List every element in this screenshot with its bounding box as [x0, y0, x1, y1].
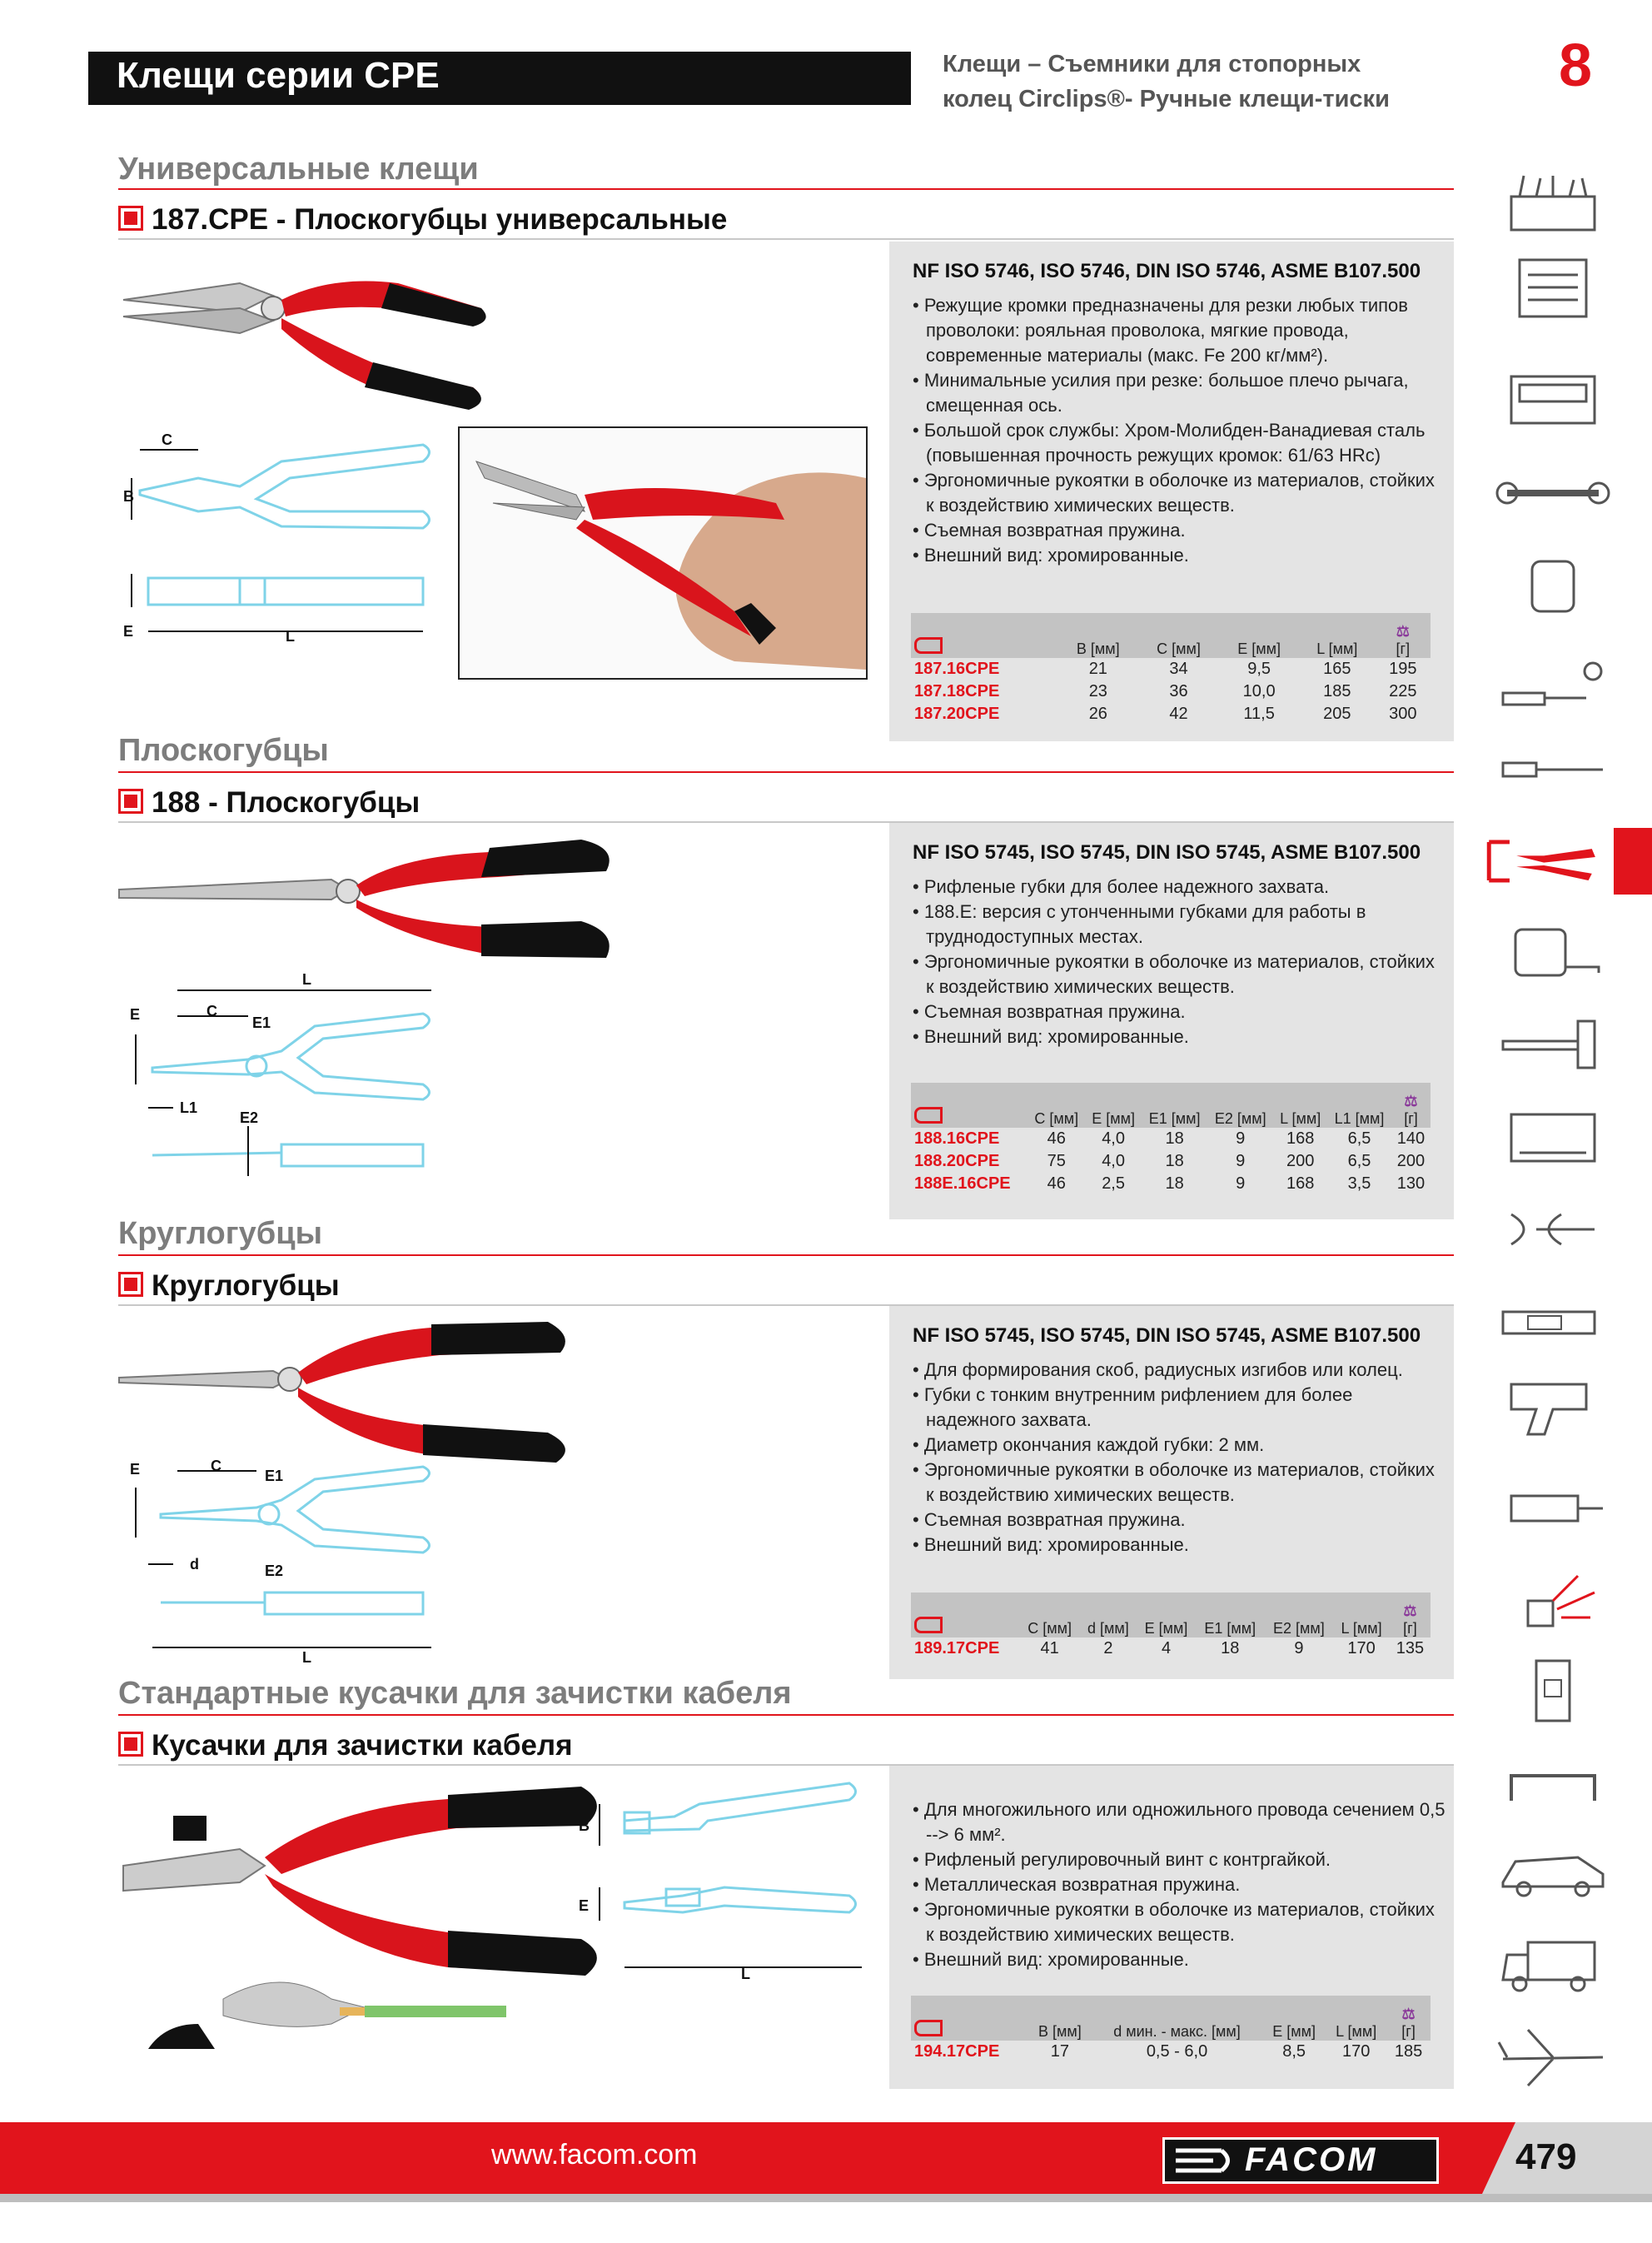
- feature-item: • Внешний вид: хромированные.: [913, 543, 1446, 568]
- dim-label-l: L: [286, 628, 295, 645]
- dimension-drawing-189: [115, 1454, 448, 1671]
- cell: 4,0: [1102, 1152, 1125, 1170]
- cell: 2: [1103, 1639, 1113, 1657]
- dim-label-e: E: [130, 1461, 141, 1478]
- table-header-row: [911, 613, 1431, 658]
- header-subtitle-line2: колец Circlips®- Ручные клещи-тиски: [943, 86, 1390, 112]
- wrench-icon[interactable]: [1490, 460, 1615, 526]
- feature-item: • Металлическая возвратная пружина.: [913, 1872, 1446, 1897]
- col-header: E [мм]: [1219, 613, 1299, 658]
- cell: 11,5: [1243, 705, 1275, 723]
- cell: 46: [1047, 1129, 1066, 1148]
- col-header: L [мм]: [1333, 1593, 1390, 1637]
- feature-item: • Эргономичные рукоятки в оболочке из материалов, стойких к воздействию химических веществ.: [913, 1458, 1446, 1508]
- col-header-weight: ⚖ [г]: [1386, 1996, 1431, 2041]
- cell: 42: [1169, 705, 1188, 723]
- spec-panel-188: [889, 823, 1454, 1219]
- dim-label-c: C: [162, 431, 172, 448]
- table-row: [911, 1150, 1431, 1173]
- dimension-drawing-187: [115, 428, 448, 645]
- col-header: C [мм]: [1138, 613, 1219, 658]
- cell: 23: [1088, 682, 1107, 700]
- product-title-text: Круглогубцы: [152, 1269, 340, 1302]
- feature-item: • Минимальные усилия при резке: большое плечо рычага, смещенная ось.: [913, 368, 1446, 418]
- hammer-icon[interactable]: [1490, 1011, 1615, 1078]
- hacksaw-icon[interactable]: [1490, 1104, 1615, 1171]
- cell: 46: [1047, 1174, 1066, 1193]
- table-header-row: [911, 1083, 1431, 1128]
- tape-measure-icon[interactable]: [1490, 920, 1615, 986]
- tester-icon[interactable]: [1490, 1289, 1615, 1356]
- feature-item: • Рифленый регулировочный винт с контргайкой.: [913, 1847, 1446, 1872]
- cell: 130: [1396, 1174, 1426, 1193]
- col-header: d мин. - макс. [мм]: [1092, 1996, 1262, 2041]
- cell: 185: [1394, 2042, 1423, 2061]
- standard-text: NF ISO 5745, ISO 5745, DIN ISO 5745, ASME B107.500: [913, 1324, 1421, 1347]
- feature-item: • Внешний вид: хромированные.: [913, 1533, 1446, 1558]
- dim-label-e2: E2: [265, 1563, 284, 1579]
- section-title-universal: Универсальные клещи: [118, 152, 479, 187]
- feature-item: • Внешний вид: хромированные.: [913, 1024, 1446, 1049]
- dimension-drawing-194: [575, 1771, 874, 1996]
- feature-item: • Эргономичные рукоятки в оболочке из материалов, стойких к воздействию химических веществ.: [913, 468, 1446, 518]
- table-row: [911, 1637, 1431, 1660]
- cell: 300: [1389, 705, 1417, 723]
- cell: 8,5: [1282, 2042, 1306, 2061]
- col-header: E2 [мм]: [1265, 1593, 1334, 1637]
- ref-cell: 187.16CPE: [914, 660, 1000, 678]
- standard-text: NF ISO 5746, ISO 5746, DIN ISO 5746, ASME B107.500: [913, 260, 1421, 282]
- feature-item: • Большой срок службы: Хром-Молибден-Ванадиевая сталь (повышенная прочность режущих кромок: 61/63 HRc): [913, 418, 1446, 468]
- footer-url[interactable]: www.facom.com: [491, 2139, 698, 2171]
- cell: 168: [1286, 1129, 1315, 1148]
- product-title-188: [118, 786, 420, 820]
- ref-cell: 188.20CPE: [914, 1152, 1000, 1170]
- dim-label-l: L: [302, 1649, 311, 1666]
- car-icon[interactable]: [1490, 1839, 1615, 1906]
- dim-label-d: d: [190, 1556, 199, 1573]
- active-tab-marker: [1614, 828, 1652, 895]
- bullet-square-icon: [118, 789, 143, 814]
- spec-table-188: [911, 1083, 1431, 1195]
- socket-icon[interactable]: [1490, 553, 1615, 620]
- subsection-divider: [118, 238, 1454, 240]
- feature-list: [913, 875, 1446, 1049]
- dim-label-e1: E1: [265, 1468, 284, 1484]
- table-row: [911, 680, 1431, 703]
- dim-label-c: C: [211, 1458, 221, 1474]
- product-photo-187: [115, 250, 498, 416]
- col-header: C [мм]: [1028, 1083, 1085, 1128]
- feature-list: [913, 293, 1446, 568]
- col-header: E [мм]: [1137, 1593, 1196, 1637]
- header-subtitle: [943, 47, 1390, 117]
- cell: 135: [1396, 1639, 1425, 1657]
- col-header: L [мм]: [1299, 613, 1376, 658]
- dim-label-e: E: [130, 1006, 141, 1023]
- feature-item: • Для многожильного или одножильного провода сечением 0,5 --> 6 мм².: [913, 1797, 1446, 1847]
- cell: 168: [1286, 1174, 1315, 1193]
- cell: 26: [1088, 705, 1107, 723]
- cell: 3,5: [1347, 1174, 1371, 1193]
- weight-icon: ⚖: [1404, 1093, 1418, 1109]
- feature-item: • Эргономичные рукоятки в оболочке из материалов, стойких к воздействию химических веществ.: [913, 1897, 1446, 1947]
- facom-logo-mark-icon: [1172, 2142, 1238, 2179]
- safety-icon[interactable]: [1490, 1566, 1615, 1632]
- product-title-text: 188 - Плоскогубцы: [152, 786, 420, 819]
- cell: 195: [1389, 660, 1417, 678]
- ref-cell: 187.18CPE: [914, 682, 1000, 700]
- spec-panel-194: [889, 1766, 1454, 2089]
- col-ref-icon: [911, 613, 1058, 658]
- product-photo-188: [115, 831, 623, 973]
- cell: 21: [1088, 660, 1107, 678]
- col-header: L1 [мм]: [1327, 1083, 1391, 1128]
- cell: 170: [1347, 1639, 1376, 1657]
- dim-label-l1: L1: [180, 1099, 198, 1116]
- col-header: B [мм]: [1028, 1996, 1092, 2041]
- ref-cell: 189.17CPE: [914, 1639, 1000, 1657]
- cell: 41: [1040, 1639, 1059, 1657]
- cell: 0,5 - 6,0: [1146, 2042, 1208, 2061]
- product-photo-189: [115, 1318, 581, 1468]
- standard-text: NF ISO 5745, ISO 5745, DIN ISO 5745, ASME B107.500: [913, 841, 1421, 864]
- section-divider: [118, 771, 1454, 773]
- truck-icon[interactable]: [1490, 1932, 1615, 1999]
- spec-table-189: [911, 1593, 1431, 1660]
- product-title-text: Кусачки для зачистки кабеля: [152, 1729, 573, 1762]
- cell: 75: [1047, 1152, 1066, 1170]
- cell: 36: [1169, 682, 1188, 700]
- tool-drawer-icon[interactable]: [1490, 366, 1615, 433]
- table-row: [911, 2041, 1431, 2063]
- spec-table-194: [911, 1996, 1431, 2063]
- col-header: E1 [мм]: [1142, 1083, 1207, 1128]
- feature-item: • Для формирования скоб, радиусных изгибов или колец.: [913, 1358, 1446, 1383]
- screwdriver-icon[interactable]: [1490, 736, 1615, 803]
- spec-panel-187: [889, 242, 1454, 741]
- cell: 200: [1286, 1152, 1315, 1170]
- product-title-189: [118, 1269, 340, 1303]
- handle-icon[interactable]: [1490, 1749, 1615, 1816]
- toolbox-icon[interactable]: [1490, 170, 1615, 237]
- col-ref-icon: [911, 1996, 1028, 2041]
- dimension-drawing-188: [115, 968, 448, 1184]
- table-row: [911, 658, 1431, 680]
- cell: 18: [1165, 1152, 1184, 1170]
- dim-label-e: E: [579, 1897, 590, 1914]
- col-header: L [мм]: [1326, 1996, 1386, 2041]
- section-title-stripper: Стандартные кусачки для зачистки кабеля: [118, 1676, 792, 1711]
- ref-cell: 187.20CPE: [914, 705, 1000, 723]
- cell: 200: [1396, 1152, 1426, 1170]
- col-header-weight: ⚖ [г]: [1376, 613, 1431, 658]
- section-title-round: Круглогубцы: [118, 1216, 323, 1251]
- table-row: [911, 1128, 1431, 1150]
- airplane-icon[interactable]: [1490, 2024, 1615, 2091]
- cell: 205: [1323, 705, 1351, 723]
- dim-label-b: B: [579, 1817, 590, 1834]
- feature-item: • Съемная возвратная пружина.: [913, 999, 1446, 1024]
- cell: 9: [1294, 1639, 1304, 1657]
- bullet-square-icon: [118, 206, 143, 231]
- facom-logo-text: FACOM: [1245, 2141, 1378, 2178]
- cell: 165: [1323, 660, 1351, 678]
- feature-item: • Съемная возвратная пружина.: [913, 1508, 1446, 1533]
- col-ref-icon: [911, 1083, 1028, 1128]
- col-header-weight: ⚖ [г]: [1391, 1083, 1431, 1128]
- feature-item: • Рифленые губки для более надежного захвата.: [913, 875, 1446, 900]
- impact-wrench-icon[interactable]: [1490, 1374, 1615, 1441]
- dim-label-e2: E2: [240, 1109, 259, 1126]
- ref-cell: 188E.16CPE: [914, 1174, 1011, 1193]
- weight-icon: ⚖: [1401, 2006, 1416, 2022]
- col-header: E1 [мм]: [1196, 1593, 1265, 1637]
- product-title-194: [118, 1729, 573, 1762]
- dim-label-l: L: [302, 971, 311, 988]
- tool-cabinet-icon[interactable]: [1490, 257, 1615, 323]
- cell: 225: [1389, 682, 1417, 700]
- feature-item: • Эргономичные рукоятки в оболочке из материалов, стойких к воздействию химических веществ.: [913, 950, 1446, 999]
- cell: 170: [1342, 2042, 1371, 2061]
- pliers-icon[interactable]: [1465, 828, 1615, 895]
- weight-icon: ⚖: [1396, 623, 1410, 640]
- section-divider: [118, 1714, 1454, 1716]
- cell: 10,0: [1242, 682, 1276, 700]
- page-title: Клещи серии CPE: [117, 55, 440, 96]
- feature-list: [913, 1797, 1446, 1972]
- spec-panel-189: [889, 1306, 1454, 1679]
- col-header: E [мм]: [1085, 1083, 1142, 1128]
- cell: 18: [1221, 1639, 1240, 1657]
- circuit-breaker-icon[interactable]: [1490, 1657, 1615, 1724]
- cell: 4,0: [1102, 1129, 1125, 1148]
- feature-item: • Внешний вид: хромированные.: [913, 1947, 1446, 1972]
- feature-item: • Съемная возвратная пружина.: [913, 518, 1446, 543]
- facom-logo: [1162, 2137, 1439, 2184]
- dim-label-c: C: [206, 1003, 217, 1019]
- cell: 9: [1236, 1152, 1246, 1170]
- table-row: [911, 1173, 1431, 1195]
- feature-item: • 188.E: версия с утонченными губками для работы в труднодоступных местах.: [913, 900, 1446, 950]
- cell: 2,5: [1102, 1174, 1125, 1193]
- dim-label-e: E: [123, 623, 134, 640]
- feature-item: • Режущие кромки предназначены для резки любых типов проволоки: рояльная проволока, мягкие провода, современные материалы (макс. Fe 200 кг/мм²).: [913, 293, 1446, 368]
- cell: 6,5: [1347, 1152, 1371, 1170]
- ref-cell: 188.16CPE: [914, 1129, 1000, 1148]
- cell: 18: [1165, 1174, 1184, 1193]
- section-divider: [118, 1254, 1454, 1256]
- page-number: 479: [1515, 2136, 1577, 2177]
- col-header: L [мм]: [1273, 1083, 1327, 1128]
- col-header: B [мм]: [1058, 613, 1138, 658]
- col-header: d [мм]: [1080, 1593, 1137, 1637]
- feature-item: • Губки с тонким внутренним рифлением для более надежного захвата.: [913, 1383, 1446, 1433]
- chapter-number: 8: [1559, 32, 1593, 99]
- weight-icon: ⚖: [1403, 1602, 1417, 1619]
- puller-icon[interactable]: [1490, 1196, 1615, 1263]
- col-header: E2 [мм]: [1207, 1083, 1273, 1128]
- cell: 140: [1396, 1129, 1426, 1148]
- dim-label-e1: E1: [252, 1014, 271, 1031]
- dim-label-l: L: [741, 1966, 750, 1982]
- cell: 6,5: [1347, 1129, 1371, 1148]
- feature-list: [913, 1358, 1446, 1558]
- cell: 9,5: [1247, 660, 1271, 678]
- bullet-square-icon: [118, 1732, 143, 1757]
- ratchet-icon[interactable]: [1490, 653, 1615, 720]
- spec-table-187: [911, 613, 1431, 725]
- section-title-flat: Плоскогубцы: [118, 733, 329, 768]
- cell: 9: [1236, 1174, 1246, 1193]
- cell: 17: [1050, 2042, 1070, 2061]
- product-title-text: 187.CPE - Плоскогубцы универсальные: [152, 203, 728, 236]
- bullet-square-icon: [118, 1272, 143, 1297]
- product-photo-in-hand: [458, 426, 868, 680]
- vise-icon[interactable]: [1490, 1469, 1615, 1536]
- cell: 4: [1161, 1639, 1172, 1657]
- col-header-weight: ⚖ [г]: [1390, 1593, 1431, 1637]
- table-header-row: [911, 1996, 1431, 2041]
- section-divider: [118, 188, 1454, 190]
- product-title-187: [118, 203, 727, 237]
- table-header-row: [911, 1593, 1431, 1637]
- table-row: [911, 703, 1431, 725]
- col-header: C [мм]: [1020, 1593, 1080, 1637]
- feature-item: • Диаметр окончания каждой губки: 2 мм.: [913, 1433, 1446, 1458]
- product-photo-194: [115, 1774, 598, 2049]
- col-header: E [мм]: [1262, 1996, 1326, 2041]
- cell: 18: [1165, 1129, 1184, 1148]
- ref-cell: 194.17CPE: [914, 2042, 1000, 2061]
- cell: 185: [1323, 682, 1351, 700]
- footer-gray-strip: [0, 2194, 1652, 2202]
- cell: 9: [1236, 1129, 1246, 1148]
- dim-label-b: B: [123, 488, 134, 505]
- col-ref-icon: [911, 1593, 1020, 1637]
- header-subtitle-line1: Клещи – Съемники для стопорных: [943, 51, 1361, 77]
- cell: 34: [1169, 660, 1188, 678]
